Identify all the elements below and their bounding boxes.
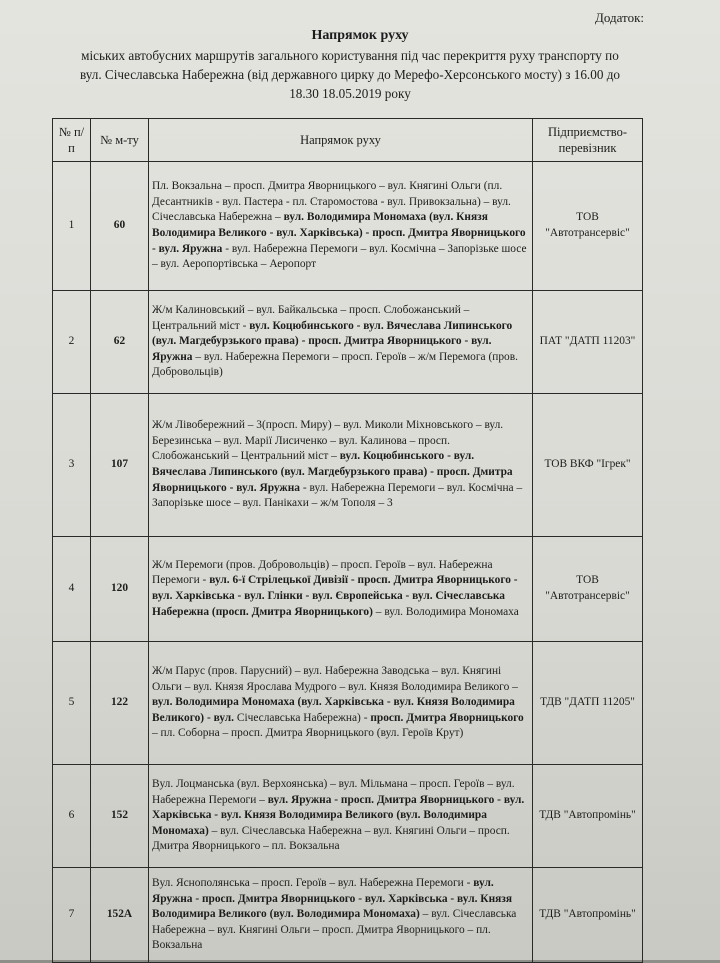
route-direction	[149, 642, 533, 765]
direction-segment: Ж/м Парус (пров. Парусний) – вул. Набережна Заводська – вул. Княгині Ольги – вул. Князя Ярослава Мудрого – вул. Князя Володимира Великого –	[152, 665, 518, 693]
carrier-name: ТОВ "Автотрансервіс"	[533, 537, 643, 642]
table-row	[53, 162, 643, 291]
header-direction: Напрямок руху	[149, 119, 533, 162]
carrier-name: ТДВ "Автопромінь"	[533, 868, 643, 963]
route-direction	[149, 537, 533, 642]
row-num: 2	[53, 291, 91, 394]
table-row	[53, 291, 643, 394]
direction-segment: вул. Коцюбинського - вул. Вячеслава Липинського (вул. Магдебурзького права) - просп. Дмитра Яворницького - вул. Яружна	[152, 450, 513, 494]
table-row	[53, 765, 643, 868]
row-num: 7	[53, 868, 91, 963]
routes-table	[52, 118, 643, 963]
route-number: 152	[91, 765, 149, 868]
carrier-name: ПАТ "ДАТП 11203"	[533, 291, 643, 394]
direction-segment: Січеславська Набережна) -	[234, 711, 371, 724]
direction-segment: вул. Коцюбинського - вул. Вячеслава Липинського (вул. Магдебурзького права) - просп. Дмитра Яворницького - вул. Яружна	[152, 319, 513, 363]
direction-segment: вул. Яружна - просп. Дмитра Яворницького - вул. Харківська - вул. Князя Володимира Великого (вул. Володимира Мономаха)	[152, 877, 513, 921]
route-number: 60	[91, 162, 149, 291]
carrier-name: ТДВ "ДАТП 11205"	[533, 642, 643, 765]
direction-segment: – вул. Січеславська Набережна – вул. Княгині Ольги – просп. Дмитра Яворницького – пл. Вокзальна	[152, 824, 510, 853]
direction-segment: вул. Володимира Мономаха (вул. Князя Володимира Великого - вул. Харківська) - просп. Дмитра Яворницького - вул. Яружна	[152, 211, 526, 255]
direction-segment: вул. Володимира Мономаха (вул. Харківська - вул. Князя Володимира Великого) - вул.	[152, 696, 515, 724]
direction-segment: Вул. Лоцманська (вул. Верхоянська) – вул. Мільмана – просп. Героїв – вул. Набережна Перемоги –	[152, 778, 515, 806]
direction-segment: - вул. Набережна Перемоги – вул. Космічна – Запорізьке шосе – вул. Панікахи – ж/м Тополя – 3	[152, 481, 523, 510]
direction-segment: – вул. Набережна Перемоги – просп. Героїв – ж/м Перемога (пров. Добровольців)	[152, 350, 518, 379]
row-num: 5	[53, 642, 91, 765]
table-row	[53, 394, 643, 537]
header-carrier: Підприємство-перевізник	[533, 119, 643, 162]
route-number: 107	[91, 394, 149, 537]
table-row	[53, 537, 643, 642]
direction-segment: Пл. Вокзальна – просп. Дмитра Яворницького – вул. Княгині Ольги (пл. Десантників - вул. Пастера - пл. Старомостова - вул. Привокзальна) – вул. Січеславська Набережна –	[152, 180, 511, 224]
header-route: № м-ту	[91, 119, 149, 162]
route-direction	[149, 765, 533, 868]
route-direction	[149, 162, 533, 291]
route-direction	[149, 868, 533, 963]
direction-segment: – вул. Володимира Мономаха	[372, 605, 519, 618]
route-direction	[149, 394, 533, 537]
route-number: 122	[91, 642, 149, 765]
direction-segment: – вул. Січеславська Набережна – вул. Княгині Ольги – просп. Дмитра Яворницького – пл. Вокзальна	[152, 908, 517, 952]
row-num: 4	[53, 537, 91, 642]
direction-segment: просп. Дмитра Яворницького	[370, 711, 524, 724]
document-subtitle: міських автобусних маршрутів загального користування під час перекриття руху транспорту по вул. Січеславська Набережна (від державного цирку до Мерефо-Херсонського мосту) з 16.00 до 18.30 18.05.2019 року	[79, 48, 621, 101]
carrier-name: ТОВ ВКФ "Ігрек"	[533, 394, 643, 537]
row-num: 1	[53, 162, 91, 291]
header-num: № п/п	[53, 119, 91, 162]
table-row	[53, 868, 643, 963]
direction-segment: Ж/м Перемоги (пров. Добровольців) – просп. Героїв – вул. Набережна Перемоги -	[152, 558, 493, 587]
direction-segment: – пл. Соборна – просп. Дмитра Яворницького (вул. Героїв Крут)	[152, 727, 464, 740]
appendix-label: Додаток:	[595, 10, 644, 25]
direction-segment: Вул. Яснополянська – просп. Героїв – вул. Набережна Перемоги -	[152, 877, 474, 890]
table-header-row	[53, 119, 643, 162]
direction-segment: - вул. Набережна Перемоги – вул. Космічна – Запорізьке шосе – вул. Аеропортівська – Аеропорт	[152, 242, 527, 271]
route-number: 152А	[91, 868, 149, 963]
carrier-name: ТДВ "Автопромінь"	[533, 765, 643, 868]
direction-segment: вул. 6-ї Стрілецької Дивізії - просп. Дмитра Яворницького - вул. Харківська - вул. Глінки - вул. Європейська - вул. Січеславська Набережна (просп. Дмитра Яворницького)	[152, 574, 518, 618]
row-num: 3	[53, 394, 91, 537]
row-num: 6	[53, 765, 91, 868]
route-number: 62	[91, 291, 149, 394]
direction-segment: вул. Яружна - просп. Дмитра Яворницького - вул. Харківська - вул. Князя Володимира Великого (вул. Володимира Мономаха)	[152, 793, 525, 837]
direction-segment: Ж/м Калиновський – вул. Байкальська – просп. Слобожанський – Центральний міст -	[152, 304, 470, 332]
document-title: Напрямок руху	[311, 28, 409, 43]
table-row	[53, 642, 643, 765]
carrier-name: ТОВ "Автотрансервіс"	[533, 162, 643, 291]
direction-segment: Ж/м Лівобережний – 3(просп. Миру) – вул. Миколи Міхновського – вул. Березинська – вул. Марії Лисиченко – вул. Калинова – просп. Слобожанський – Центральний міст –	[152, 419, 504, 463]
route-number: 120	[91, 537, 149, 642]
route-direction	[149, 291, 533, 394]
